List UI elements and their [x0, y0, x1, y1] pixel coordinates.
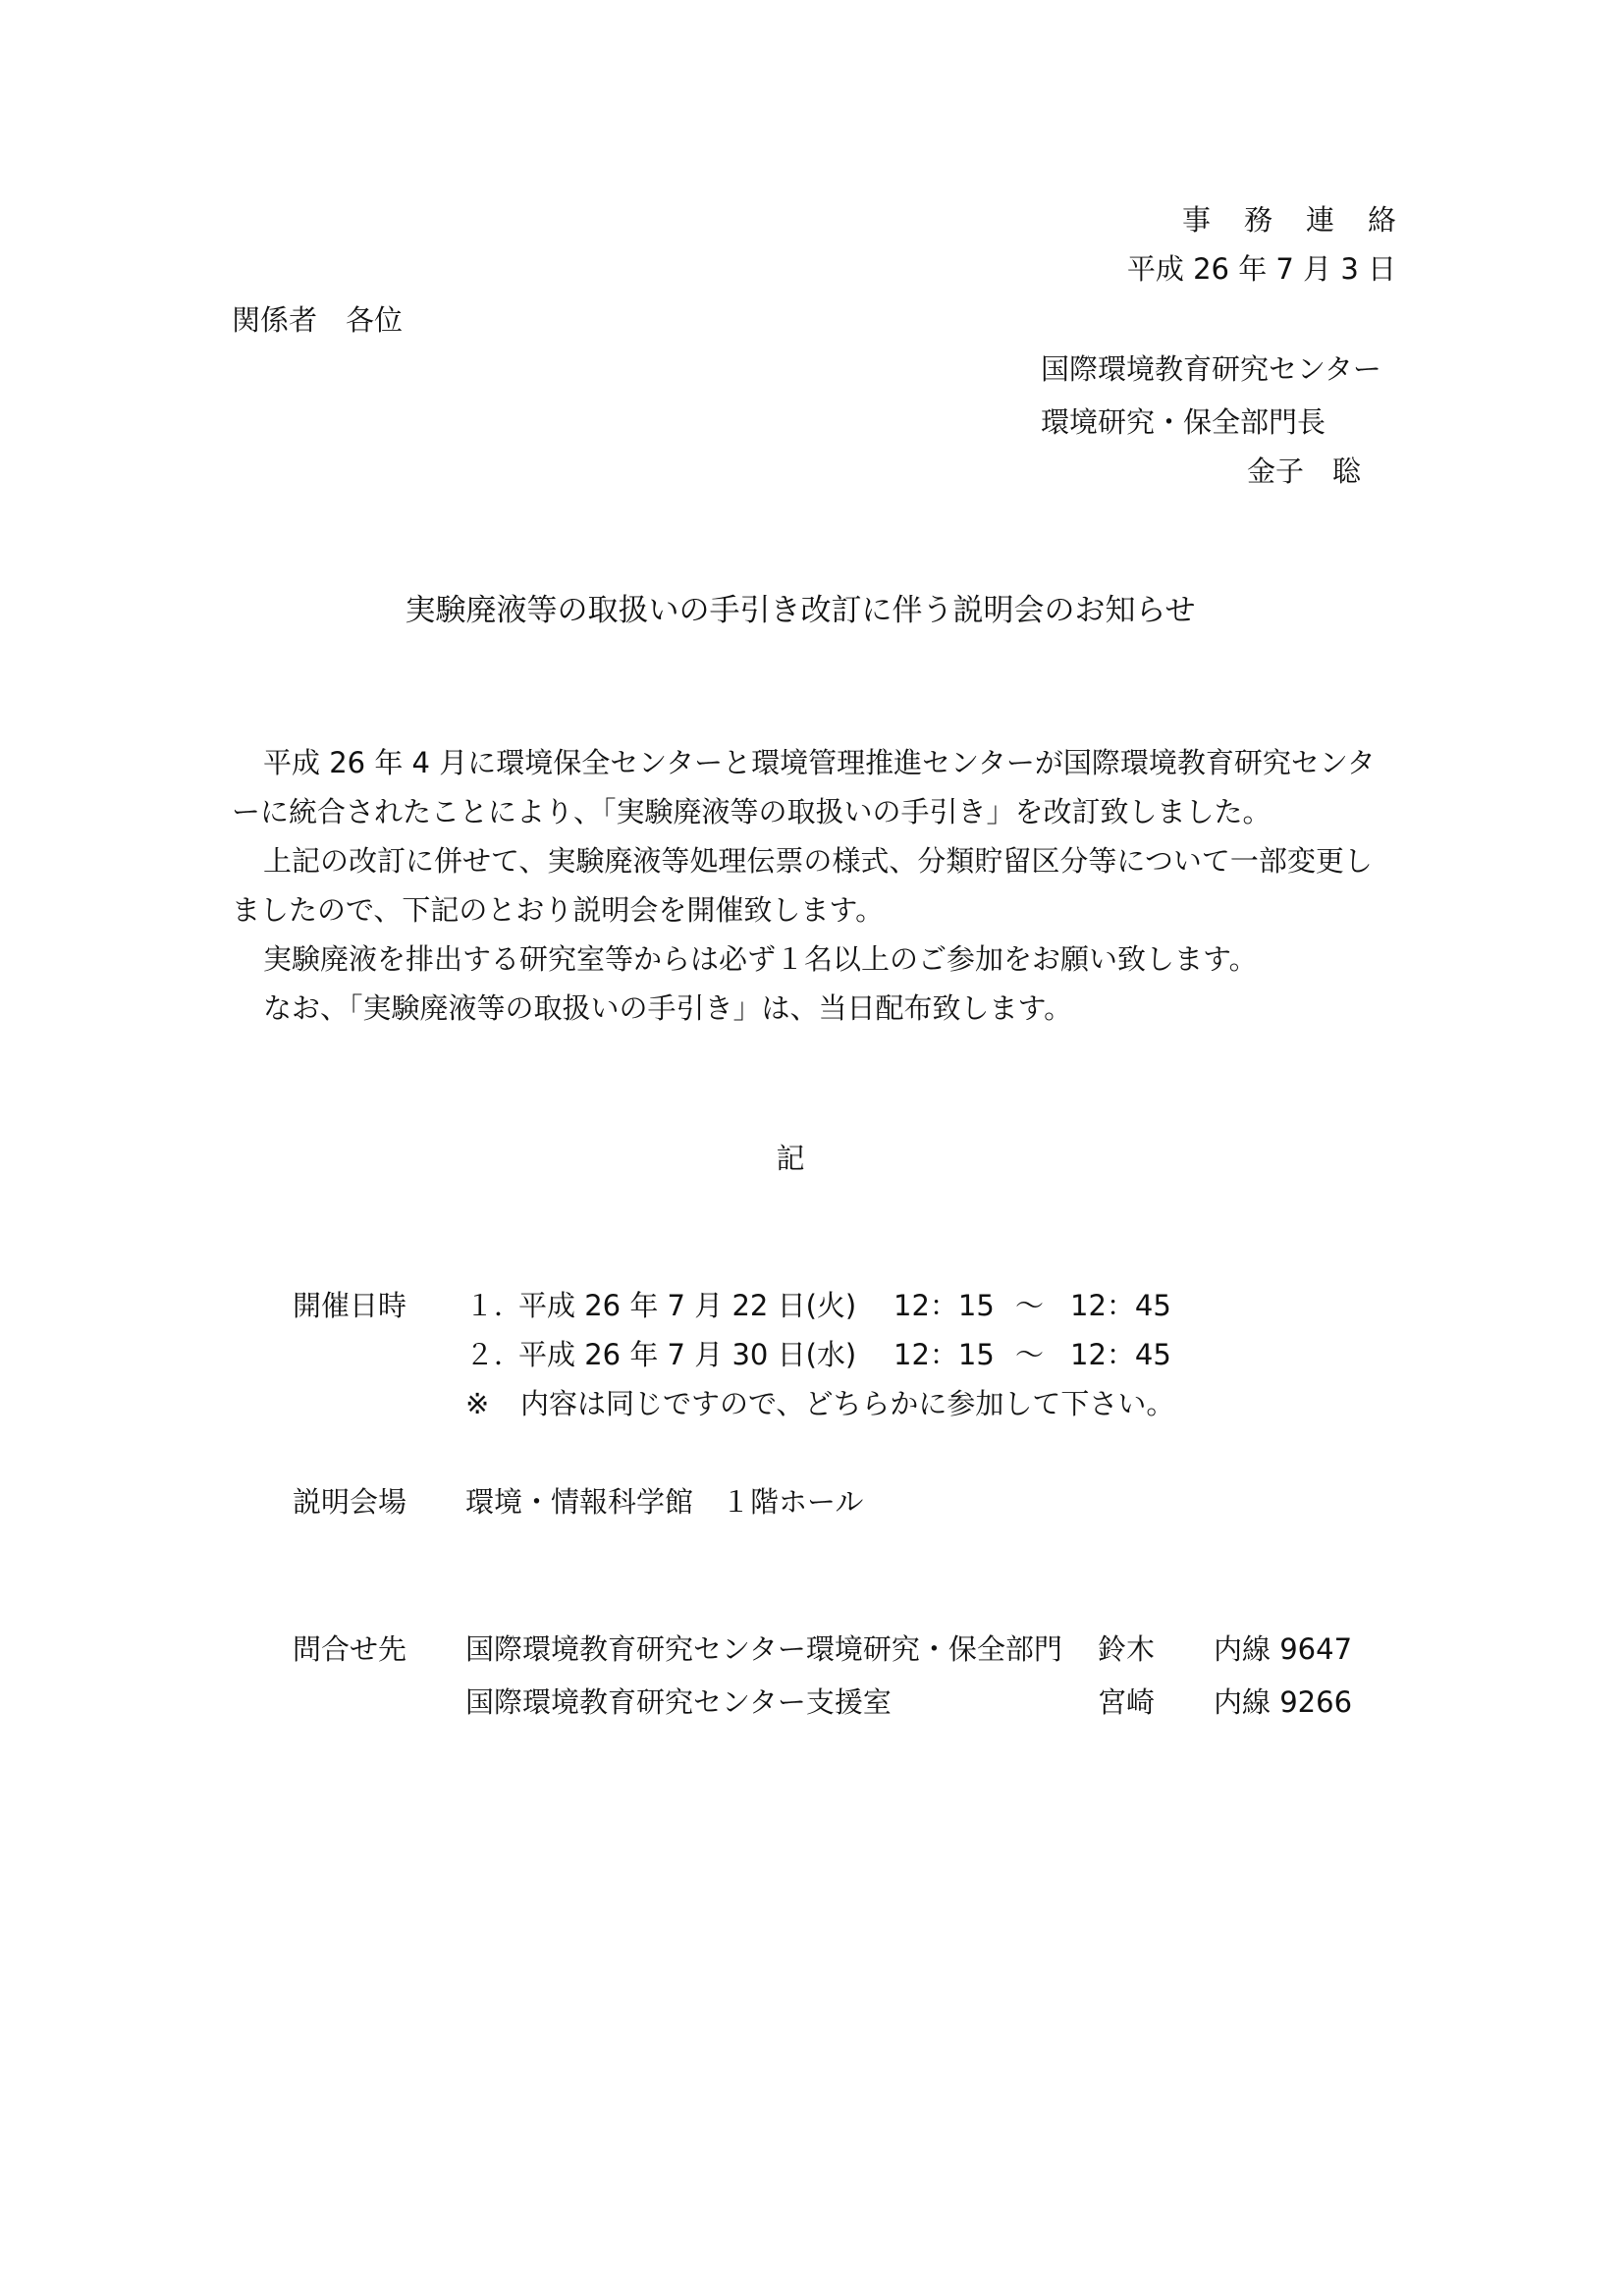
datetime-label: 開催日時 — [293, 1289, 407, 1322]
sender-name: 金子 聡 — [1246, 454, 1361, 488]
session-number: ２． — [465, 1338, 523, 1371]
document-title: 実験廃液等の取扱いの手引き改訂に伴う説明会のお知らせ — [405, 593, 1196, 628]
document-date: 平成 26 年 7 月 3 日 — [1126, 252, 1396, 286]
session-start-time: 12：15 — [893, 1338, 995, 1371]
contact-organization: 国際環境教育研究センター環境研究・保全部門 — [465, 1632, 1062, 1666]
contact-name: 鈴木 — [1098, 1632, 1156, 1666]
session-start-time: 12：15 — [893, 1289, 995, 1322]
session-note: 内容は同じですので、どちらかに参加して下さい。 — [520, 1387, 1175, 1420]
document-type: 事務連絡 — [1181, 203, 1430, 237]
contact-extension: 内線 9266 — [1214, 1685, 1353, 1719]
venue-label: 説明会場 — [293, 1485, 407, 1519]
body-paragraph: 平成 26 年 4 月に環境保全センターと環境管理推進センターが国際環境教育研究センターに統合されたことにより、「実験廃液等の取扱いの手引き」を改訂致しました。 — [232, 746, 1376, 828]
venue-value: 環境・情報科学館 １階ホール — [465, 1485, 864, 1519]
contact-extension: 内線 9647 — [1214, 1632, 1353, 1666]
addressee: 関係者 各位 — [232, 303, 404, 337]
body-paragraph: なお、「実験廃液等の取扱いの手引き」は、当日配布致します。 — [263, 991, 1073, 1025]
session-end-time: 12：45 — [1070, 1338, 1171, 1371]
ki-heading: 記 — [776, 1142, 805, 1175]
session-number: １． — [465, 1289, 523, 1322]
session-date: 平成 26 年 7 月 22 日(火) — [518, 1289, 857, 1322]
session-end-time: 12：45 — [1070, 1289, 1171, 1322]
note-mark: ※ — [465, 1387, 490, 1420]
session-date: 平成 26 年 7 月 30 日(水) — [518, 1338, 857, 1371]
contact-name: 宮崎 — [1098, 1685, 1156, 1719]
session-range-separator: ～ — [1015, 1289, 1045, 1322]
body-paragraph: 上記の改訂に併せて、実験廃液等処理伝票の様式、分類貯留区分等について一部変更しましたので、下記のとおり説明会を開催致します。 — [232, 844, 1373, 927]
session-range-separator: ～ — [1015, 1338, 1045, 1371]
sender-organization: 国際環境教育研究センター — [1041, 352, 1381, 386]
sender-department: 環境研究・保全部門長 — [1041, 405, 1326, 439]
contact-organization: 国際環境教育研究センター支援室 — [465, 1685, 892, 1719]
body-paragraph: 実験廃液を排出する研究室等からは必ず１名以上のご参加をお願い致します。 — [263, 942, 1258, 976]
contact-label: 問合せ先 — [293, 1632, 407, 1666]
